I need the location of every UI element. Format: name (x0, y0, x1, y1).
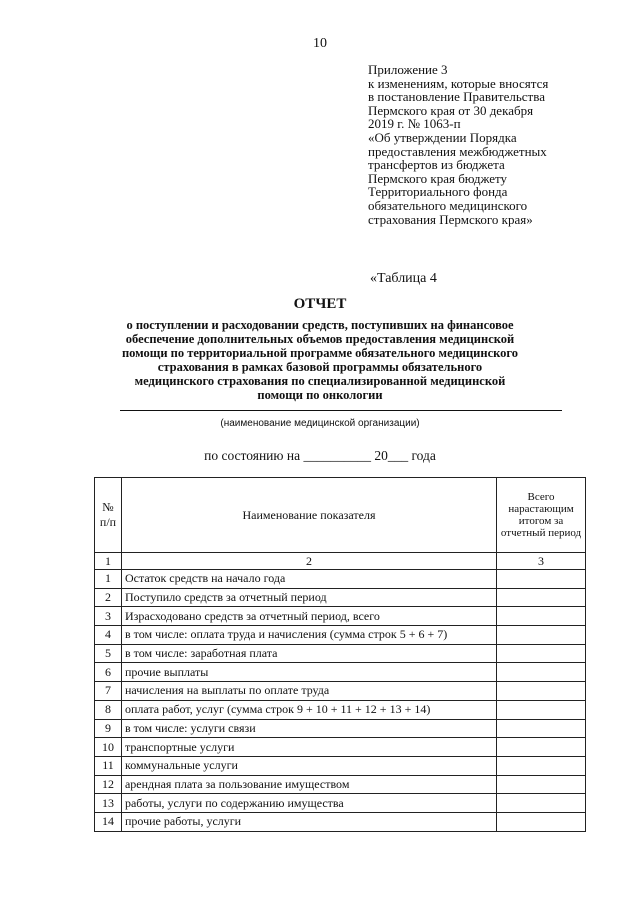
row-indicator-name: прочие работы, услуги (121, 812, 496, 831)
row-number: 12 (95, 775, 122, 794)
row-number: 5 (95, 644, 122, 663)
row-total-cell (497, 588, 586, 607)
row-indicator-name: транспортные услуги (121, 738, 496, 757)
row-indicator-name: в том числе: услуги связи (121, 719, 496, 738)
table-row (95, 644, 586, 663)
column-index: 1 (95, 553, 122, 570)
row-total-cell (497, 700, 586, 719)
row-indicator-name: Остаток средств на начало года (121, 570, 496, 589)
appendix-line: Территориального фонда (368, 184, 508, 200)
header-name: Наименование показателя (121, 478, 496, 553)
row-total-cell (497, 756, 586, 775)
table-row (95, 682, 586, 701)
row-indicator-name: работы, услуги по содержанию имущества (121, 794, 496, 813)
row-total-cell (497, 738, 586, 757)
row-indicator-name: оплата работ, услуг (сумма строк 9 + 10 + 11 + 12 + 13 + 14) (121, 700, 496, 719)
report-table (94, 477, 586, 832)
row-total-cell (497, 663, 586, 682)
row-total-cell (497, 812, 586, 831)
report-subtitle-line: страхования в рамках базовой программы обязательного (157, 360, 483, 374)
table-row (95, 719, 586, 738)
org-name-caption: (наименование медицинской организации) (220, 418, 420, 429)
row-total-cell (497, 607, 586, 626)
table-row (95, 812, 586, 831)
row-indicator-name: в том числе: оплата труда и начисления (сумма строк 5 + 6 + 7) (121, 626, 496, 645)
table-row (95, 794, 586, 813)
row-total-cell (497, 719, 586, 738)
row-total-cell (497, 626, 586, 645)
row-number: 10 (95, 738, 122, 757)
table-label: «Таблица 4 (370, 271, 437, 286)
report-subtitle-line: помощи по территориальной программе обязательного медицинского (121, 346, 519, 360)
table-row (95, 756, 586, 775)
row-number: 1 (95, 570, 122, 589)
appendix-line: в постановление Правительства (368, 89, 545, 105)
table-row (95, 588, 586, 607)
row-indicator-name: в том числе: заработная плата (121, 644, 496, 663)
appendix-line: страхования Пермского края» (368, 211, 533, 227)
appendix-line: 2019 г. № 1063-п (368, 116, 461, 132)
appendix-line: «Об утверждении Порядка (368, 129, 517, 145)
row-number: 8 (95, 700, 122, 719)
table-row (95, 626, 586, 645)
table-header-row (95, 478, 586, 553)
org-name-line (120, 410, 562, 411)
appendix-line: Пермского края бюджету (368, 170, 508, 186)
table-row (95, 775, 586, 794)
table-row (95, 570, 586, 589)
row-indicator-name: арендная плата за пользование имуществом (121, 775, 496, 794)
column-index: 3 (497, 553, 586, 570)
header-num: № п/п (95, 478, 122, 553)
row-total-cell (497, 794, 586, 813)
row-total-cell (497, 644, 586, 663)
report-subtitle-line: помощи по онкологии (257, 388, 383, 402)
report-title: ОТЧЕТ (293, 296, 347, 312)
appendix-line: к изменениям, которые вносятся (368, 75, 549, 91)
row-indicator-name: прочие выплаты (121, 663, 496, 682)
row-indicator-name: Израсходовано средств за отчетный период, всего (121, 607, 496, 626)
row-number: 14 (95, 812, 122, 831)
appendix-line: обязательного медицинского (368, 197, 528, 213)
row-number: 9 (95, 719, 122, 738)
row-indicator-name: начисления на выплаты по оплате труда (121, 682, 496, 701)
row-indicator-name: коммунальные услуги (121, 756, 496, 775)
appendix-block (368, 63, 618, 226)
table-row (95, 607, 586, 626)
table-row (95, 700, 586, 719)
row-number: 7 (95, 682, 122, 701)
report-subtitle (90, 318, 550, 402)
row-total-cell (497, 775, 586, 794)
appendix-line: Пермского края от 30 декабря (368, 102, 534, 118)
row-number: 2 (95, 588, 122, 607)
row-number: 13 (95, 794, 122, 813)
report-date-line: по состоянию на __________ 20___ года (204, 448, 436, 463)
row-total-cell (497, 570, 586, 589)
report-subtitle-line: о поступлении и расходовании средств, поступивших на финансовое (126, 318, 514, 332)
column-index-row (95, 553, 586, 570)
header-total: Всего нарастающим итогом за отчетный период (497, 478, 586, 553)
table-row (95, 663, 586, 682)
row-number: 3 (95, 607, 122, 626)
page-number: 10 (313, 36, 327, 51)
row-indicator-name: Поступило средств за отчетный период (121, 588, 496, 607)
row-number: 6 (95, 663, 122, 682)
column-index: 2 (121, 553, 496, 570)
appendix-line: трансфертов из бюджета (368, 157, 505, 173)
report-subtitle-line: медицинского страхования по специализированной медицинской (134, 374, 506, 388)
row-number: 4 (95, 626, 122, 645)
table-row (95, 738, 586, 757)
report-subtitle-line: обеспечение дополнительных объемов предоставления медицинской (125, 332, 515, 346)
appendix-line: Приложение 3 (368, 62, 448, 77)
appendix-line: предоставления межбюджетных (368, 143, 547, 159)
row-number: 11 (95, 756, 122, 775)
row-total-cell (497, 682, 586, 701)
